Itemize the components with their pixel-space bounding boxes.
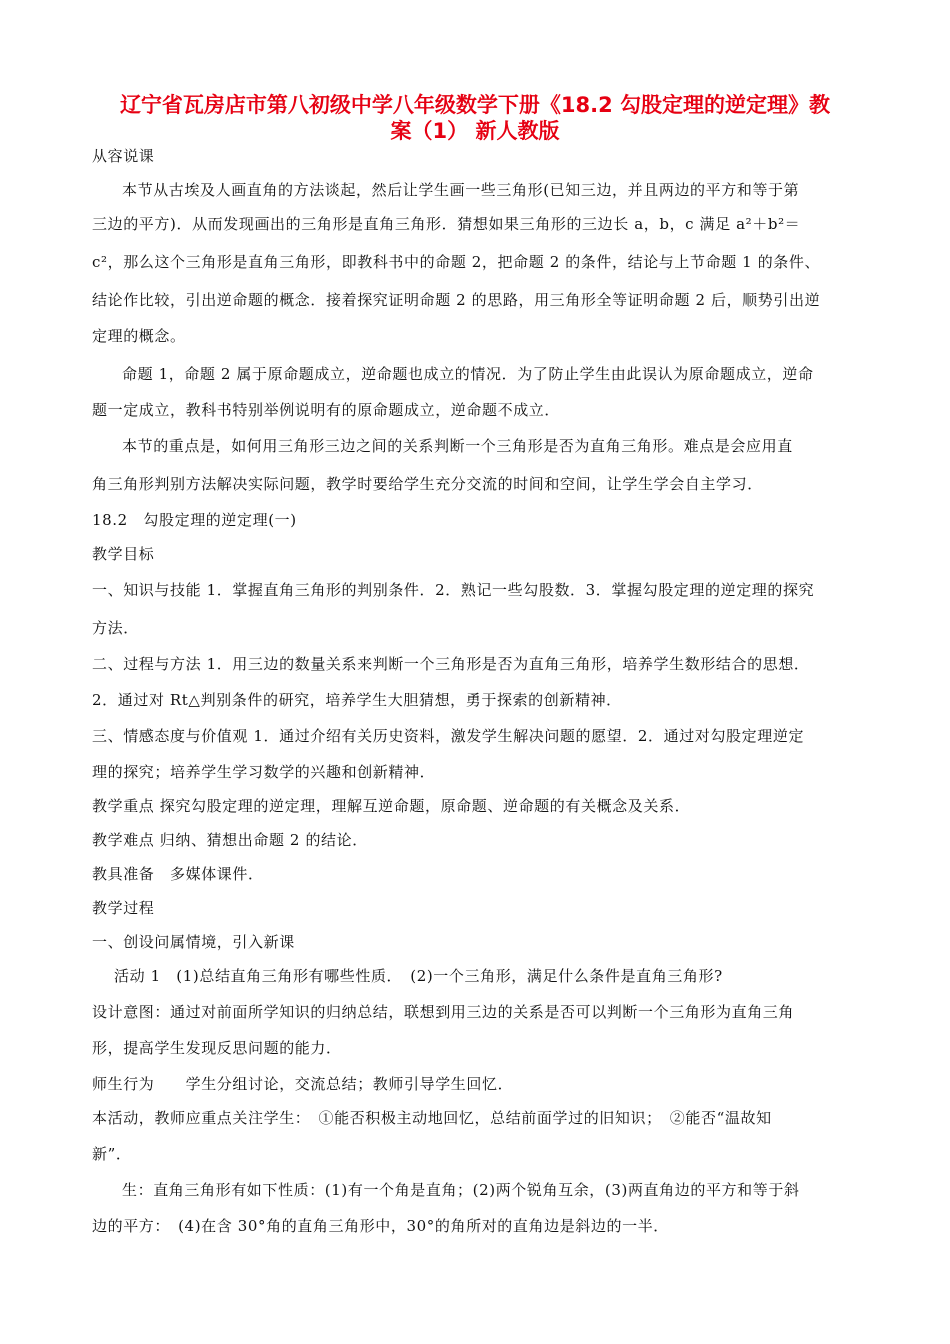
paragraph-line: 生：直角三角形有如下性质：(1)有一个角是直角；(2)两个锐角互余，(3)两直角边的平方和等于斜 [122,1181,800,1199]
document-title-line-2: 案（1） 新人教版 [390,119,560,143]
document-title-line-1: 辽宁省瓦房店市第八初级中学八年级数学下册《18.2 勾股定理的逆定理》教 [119,93,831,117]
heading-lesson-talk: 从容说课 [92,147,155,165]
paragraph-line: 三、情感态度与价值观 1．通过介绍有关历史资料，激发学生解决问题的愿望．2．通过对勾股定理逆定 [92,727,805,745]
paragraph-line: 角三角形判别方法解决实际问题，教学时要给学生充分交流的时间和空间，让学生学会自主学习． [92,475,763,493]
paragraph-line: 新”． [92,1145,132,1163]
paragraph-line: 题一定成立，教科书特别举例说明有的原命题成立，逆命题不成立． [92,401,561,419]
paragraph-line: 边的平方： (4)在含 30°角的直角三角形中，30°的角所对的直角边是斜边的一半． [92,1217,669,1235]
paragraph-line: 本活动，教师应重点关注学生： ①能否积极主动地回忆，总结前面学过的旧知识； ②能否“温故知 [92,1109,772,1127]
paragraph-line: 本节从古埃及人画直角的方法谈起，然后让学生画一些三角形(已知三边，并且两边的平方和等于第 [122,181,800,199]
paragraph-line: 设计意图：通过对前面所学知识的归纳总结，联想到用三边的关系是否可以判断一个三角形为直角三角 [92,1003,795,1021]
paragraph-line: 形，提高学生发现反思问题的能力． [92,1039,342,1057]
paragraph-line: c²，那么这个三角形是直角三角形，即教科书中的命题 2，把命题 2 的条件，结论与上节命题 1 的条件、 [92,253,821,271]
paragraph-line: 教学重点 探究勾股定理的逆定理，理解互逆命题，原命题、逆命题的有关概念及关系． [92,797,691,815]
paragraph-line: 三边的平方)．从而发现画出的三角形是直角三角形．猜想如果三角形的三边长 a，b，c 满足 a²＋b²＝ [92,215,801,233]
paragraph-line: 教具准备 多媒体课件． [92,865,264,883]
paragraph-line: 命题 1，命题 2 属于原命题成立，逆命题也成立的情况．为了防止学生由此误认为原命题成立，逆命 [122,365,814,383]
paragraph-line: 师生行为 学生分组讨论，交流总结；教师引导学生回忆． [92,1075,514,1093]
paragraph-line: 本节的重点是，如何用三角形三边之间的关系判断一个三角形是否为直角三角形。难点是会应用直 [122,437,793,455]
paragraph-line: 2．通过对 Rt△判别条件的研究，培养学生大胆猜想，勇于探索的创新精神． [92,691,622,709]
paragraph-line: 理的探究；培养学生学习数学的兴趣和创新精神． [92,763,436,781]
paragraph-line: 结论作比较，引出逆命题的概念．接着探究证明命题 2 的思路，用三角形全等证明命题 2 后，顺势引出逆 [92,291,821,309]
paragraph-line: 方法． [92,619,139,637]
section-heading: 一、创设问属情境，引入新课 [92,933,295,951]
paragraph-line: 二、过程与方法 1．用三边的数量关系来判断一个三角形是否为直角三角形，培养学生数形结合的思想． [92,655,810,673]
section-heading: 18.2 勾股定理的逆定理(一) [92,511,297,529]
paragraph-line: 定理的概念。 [92,327,186,345]
paragraph-line: 活动 1 (1)总结直角三角形有哪些性质． (2)一个三角形，满足什么条件是直角三角形? [114,967,723,985]
paragraph-line: 一、知识与技能 1．掌握直角三角形的判别条件．2．熟记一些勾股数．3．掌握勾股定理的逆定理的探究 [92,581,815,599]
section-heading: 教学过程 [92,899,155,917]
paragraph-line: 教学难点 归纳、猜想出命题 2 的结论． [92,831,368,849]
section-heading: 教学目标 [92,545,155,563]
